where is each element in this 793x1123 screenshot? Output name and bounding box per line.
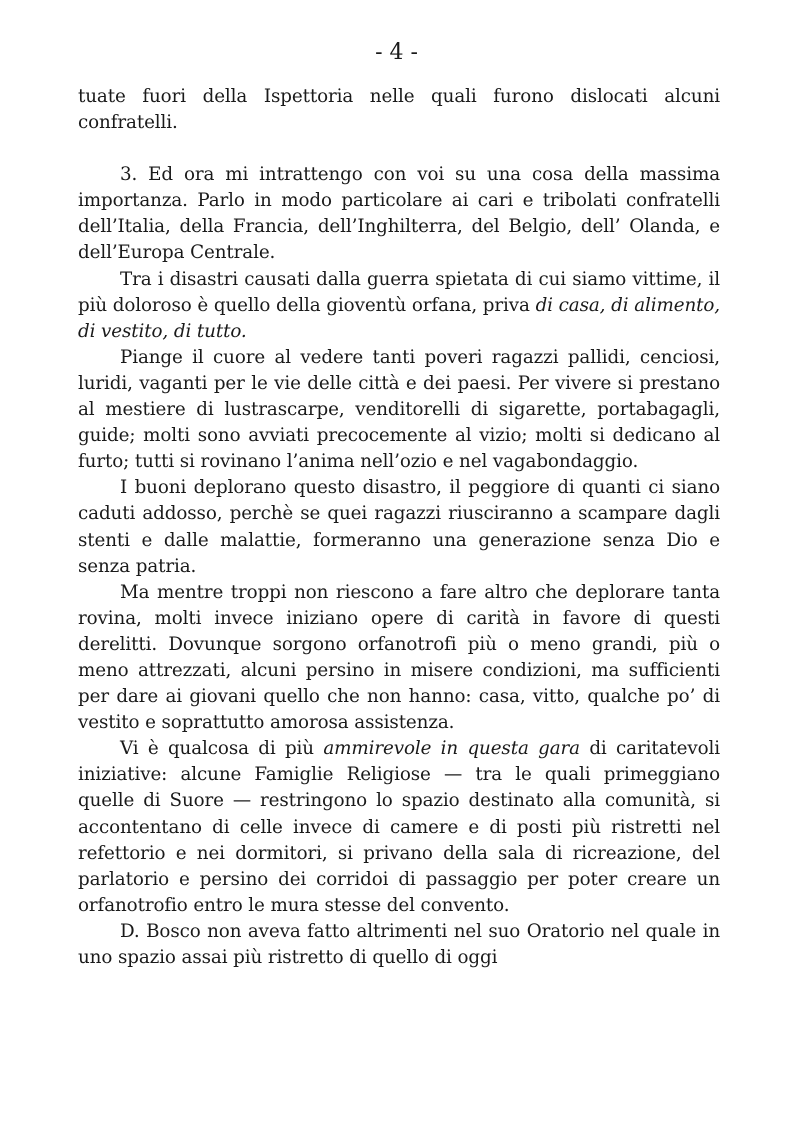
convent-italic-text: ammirevole in questa gara: [323, 738, 580, 760]
paragraph-good-people: I buoni deplorano questo disastro, il peggiore di quanti ci siano caduti addosso, perchè se quei ragazzi riusciranno a scampare dagli stenti e dalle malattie, formeranno una generazione senza Dio e senza patria.: [78, 477, 720, 577]
war-text: Tra i disastri causati dalla guerra spietata di cui siamo vittime, il più doloroso è quello della gioventù orfana, priva: [78, 268, 720, 316]
convent-rest-text: di caritatevoli iniziative: alcune Famiglie Religiose — tra le quali primeggiano quelle di Suore — restringono lo spazio destinato alla comunità, si accontentano di celle invece di camere e di posti più ristretti nel refettorio e nei dormitori, si privano della sala di ricreazione, del parlatorio e persino dei corridoi di passaggio per poter creare un orfanotrofio entro le mura stesse del convento.: [78, 738, 720, 916]
page-body: [78, 84, 720, 971]
paragraph-war-disasters: [78, 267, 720, 345]
paragraph-religious-families: [78, 736, 720, 919]
paragraph-charity-works: Ma mentre troppi non riescono a fare altro che deplorare tanta rovina, molti invece iniziano opere di carità in favore di questi derelitti. Dovunque sorgono orfanotrofi più o meno grandi, più o meno attrezzati, alcuni persino in misere condizioni, ma sufficienti per dare ai giovani quello che non hanno: casa, vitto, qualche po’ di vestito e soprattutto amorosa assistenza.: [78, 581, 720, 734]
page-number: - 4 -: [375, 40, 418, 65]
convent-text: Vi è qualcosa di più: [120, 738, 314, 760]
paragraph-poor-children: Piange il cuore al vedere tanti poveri ragazzi pallidi, cenciosi, luridi, vaganti per le vie delle città e dei paesi. Per vivere si prestano al mestiere di lustrascarpe, venditorelli di sigarette, portabagagli, guide; molti sono avviati precocemente al vizio; molti si dedicano al furto; tutti si rovinano l’anima nell’ozio e nel vagabondaggio.: [78, 346, 720, 473]
paragraph-don-bosco: D. Bosco non aveva fatto altrimenti nel suo Oratorio nel quale in uno spazio assai più ristretto di quello di oggi: [78, 920, 720, 968]
paragraph-importance: 3. Ed ora mi intrattengo con voi su una cosa della massima importanza. Parlo in modo particolare ai cari e tribolati confratelli dell’Italia, della Francia, dell’Inghilterra, del Belgio, dell’ Olanda, e dell’Europa Centrale.: [78, 164, 720, 264]
war-italic-text: di casa, di alimento, di vestito, di tutto.: [78, 294, 720, 342]
paragraph-continuation: tuate fuori della Ispettoria nelle quali furono dislocati alcuni confratelli.: [78, 86, 720, 134]
